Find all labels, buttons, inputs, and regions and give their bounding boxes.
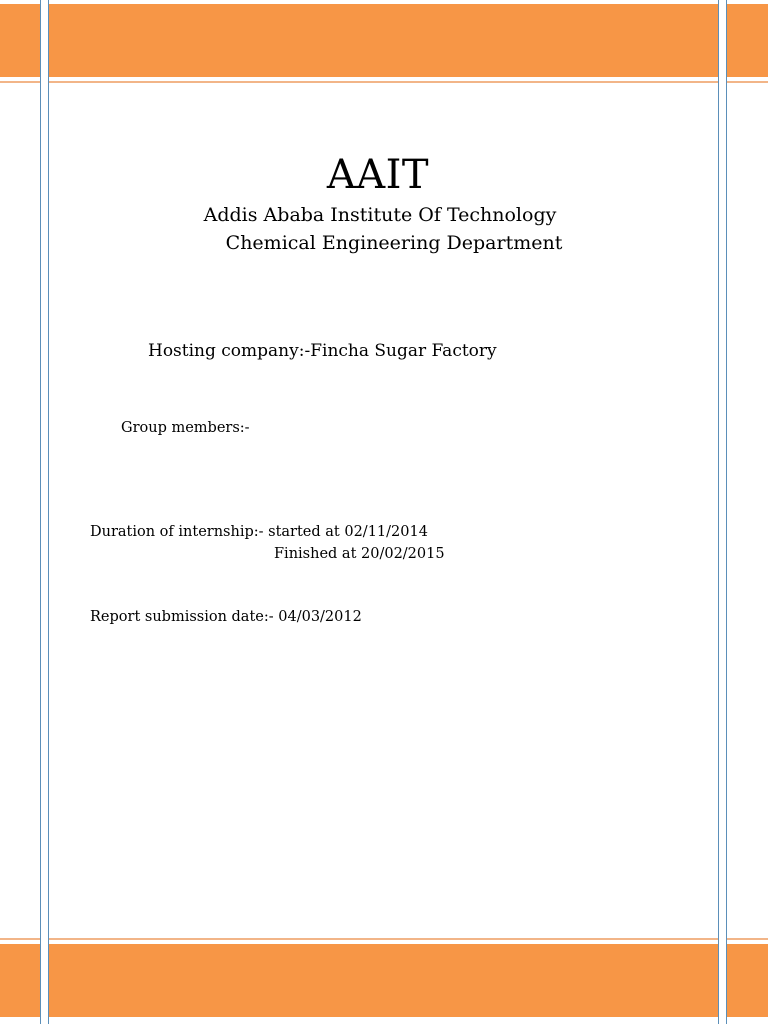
institute-name: Addis Ababa Institute Of Technology [203,204,557,226]
top-orange-band [0,4,768,77]
report-submission-date: Report submission date:- 04/03/2012 [90,609,362,625]
group-members-label: Group members:- [121,420,250,436]
internship-duration: Duration of internship:- started at 02/11/2014 [90,524,428,540]
document-title: AAIT [326,152,430,198]
internship-finished: Finished at 20/02/2015 [274,546,445,562]
department-name: Chemical Engineering Department [225,232,563,254]
bottom-band-overline [0,938,768,940]
hosting-company: Hosting company:-Fincha Sugar Factory [148,341,497,361]
bottom-orange-band [0,944,768,1017]
top-band-underline [0,81,768,83]
